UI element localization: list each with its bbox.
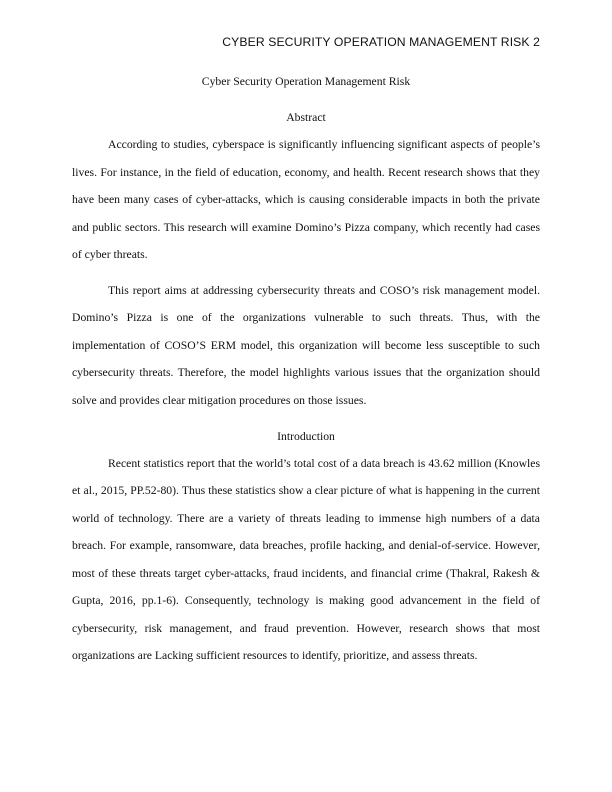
document-title: Cyber Security Operation Management Risk	[201, 75, 411, 88]
introduction-paragraph-1: Recent statistics report that the world’s total cost of a data breach is 43.62 million (Knowles et al., 2015, PP.52-80). Thus these statistics show a clear picture of what is happening in the current world of technology. There are a variety of threats leading to immense high numbers of a data breach. For example, ransomware, data breaches, profile hacking, and denial-of-service. However, most of these threats target cyber-attacks, fraud incidents, and financial crime (Thakral, Rakesh & Gupta, 2016, pp.1-6). Consequently, technology is making good advancement in the field of cybersecurity, risk management, and fraud prevention. However, research shows that most organizations are Lacking sufficient resources to identify, prioritize, and assess threats.	[72, 457, 540, 662]
abstract-paragraph-2: This report aims at addressing cybersecurity threats and COSO’s risk management model. Domino’s Pizza is one of the organizations vulnerable to such threats. Thus, with the implementation of COSO’S ERM model, this organization will become less susceptible to such cybersecurity threats. Therefore, the model highlights various issues that the organization should solve and provides clear mitigation procedures on those issues.	[72, 284, 540, 407]
running-head: CYBER SECURITY OPERATION MANAGEMENT RISK 2	[222, 35, 540, 49]
document-body	[72, 68, 540, 669]
introduction-heading: Introduction	[277, 429, 335, 443]
abstract-paragraph-1: According to studies, cyberspace is significantly influencing significant aspects of people’s lives. For instance, in the field of education, economy, and health. Recent research shows that they have been many cases of cyber-attacks, which is causing considerable impacts in both the private and public sectors. This research will examine Domino’s Pizza company, which recently had cases of cyber threats.	[72, 138, 540, 262]
abstract-heading: Abstract	[286, 111, 326, 124]
